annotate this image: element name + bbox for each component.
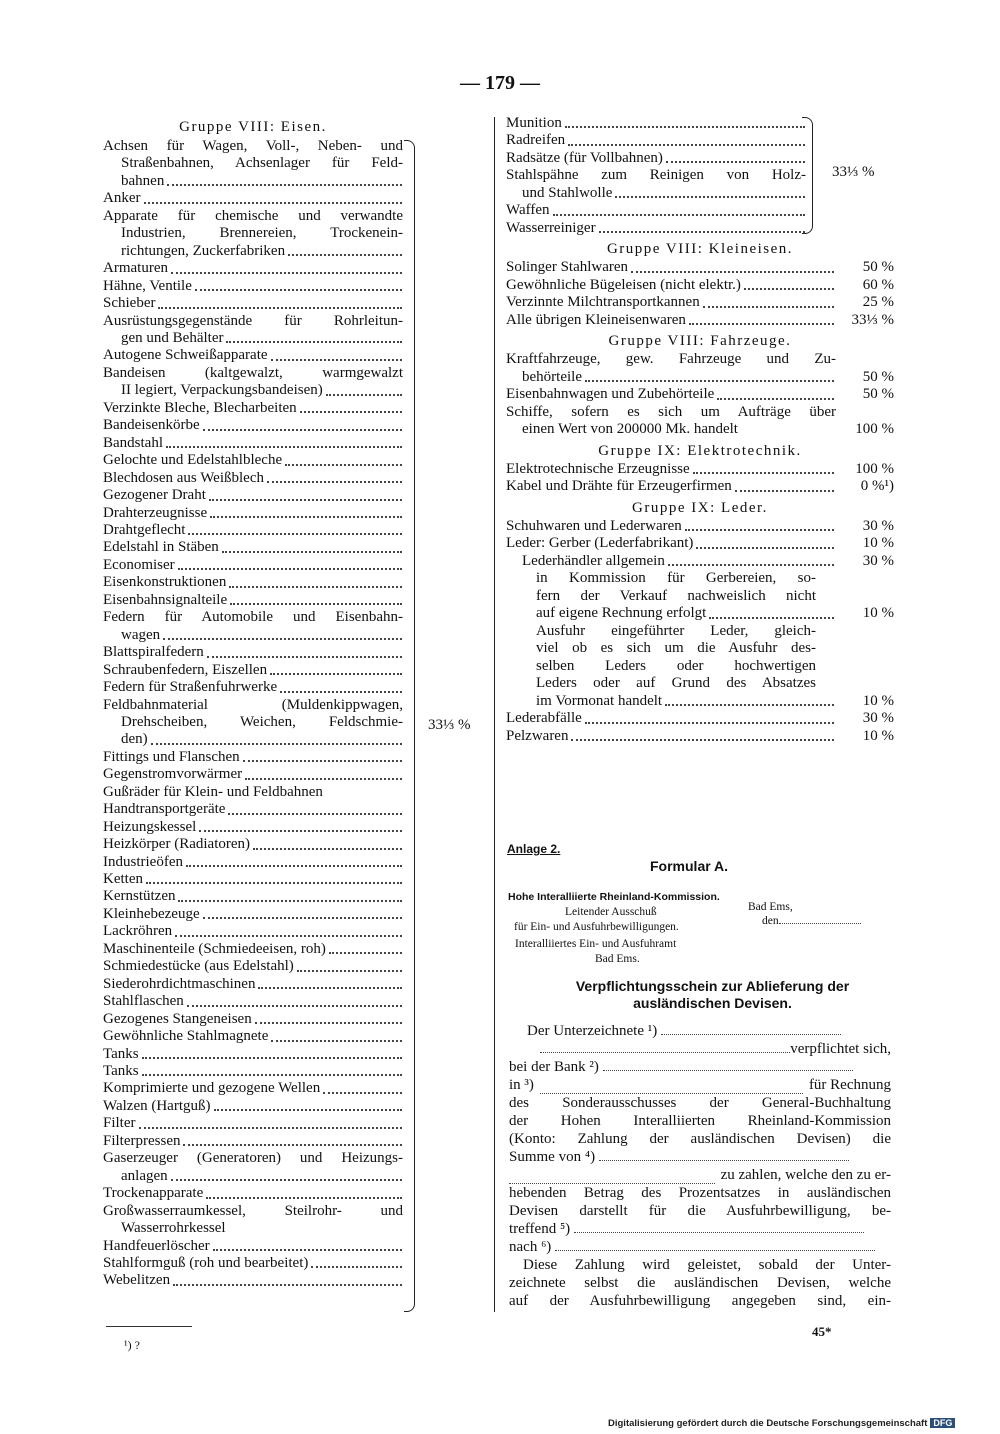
list-item: Eisenkonstruktionen bbox=[103, 574, 403, 591]
list-item: Schmiedestücke (aus Edelstahl) bbox=[103, 958, 403, 975]
list-item: Stahlflaschen bbox=[103, 993, 403, 1010]
committee-line: Leitender Ausschuß bbox=[565, 906, 657, 918]
group-heading-eisen: Gruppe VIII: Eisen. bbox=[179, 119, 327, 135]
list-item: Armaturen bbox=[103, 260, 403, 277]
list-item: Ketten bbox=[103, 871, 403, 888]
table-row: Solinger Stahlwaren 50 % bbox=[506, 259, 894, 276]
list-item: Fittings und Flanschen bbox=[103, 749, 403, 766]
list-item: Bandeisen (kaltgewalzt, warmgewalzt II legiert, Verpackungsbandeisen) bbox=[103, 364, 403, 399]
list-item: Drahtgeflecht bbox=[103, 522, 403, 539]
list-item: Blechdosen aus Weißblech bbox=[103, 470, 403, 487]
table-row: in Kommission für Gerbereien, so- fern der Verkauf nachweislich nicht bbox=[536, 570, 816, 604]
commission-header: Hohe Interalliierte Rheinland-Kommission. bbox=[508, 891, 720, 903]
list-item: Bandeisenkörbe bbox=[103, 417, 403, 434]
list-item: Handtransportgeräte bbox=[103, 801, 403, 818]
list-item: Verzinkte Bleche, Blecharbeiten bbox=[103, 400, 403, 417]
list-item: Tanks bbox=[103, 1063, 403, 1080]
formular-title: Formular A. bbox=[650, 858, 729, 874]
table-row: Schiffe, sofern es sich um Aufträge über bbox=[506, 403, 836, 420]
list-item: Schraubenfedern, Eiszellen bbox=[103, 662, 403, 679]
list-item: Kernstützen bbox=[103, 888, 403, 905]
table-row: Elektrotechnische Erzeugnisse 100 % bbox=[506, 460, 894, 477]
column-divider bbox=[494, 117, 495, 1312]
table-row: Lederabfälle 30 % bbox=[506, 710, 894, 727]
list-item: Lackröhren bbox=[103, 923, 403, 940]
list-item: Filterpressen bbox=[103, 1133, 403, 1150]
table-row: Ausfuhr eingeführter Leder, gleich- viel ob es sich um die Ausfuhr des- selben Leders oder hochwertigen Leders oder auf Grund des Absatzes bbox=[536, 622, 816, 692]
list-item: Siederohrdichtmaschinen bbox=[103, 976, 403, 993]
table-row: im Vormonat handelt 10 % bbox=[536, 692, 894, 709]
table-row: Alle übrigen Kleineisenwaren 33⅓ % bbox=[506, 311, 894, 328]
table-row: Eisenbahnwagen und Zubehörteile 50 % bbox=[506, 386, 894, 403]
list-item: Apparate für chemische und verwandte Industrien, Brennereien, Trockenein- richtungen, Zuckerfabriken bbox=[103, 207, 403, 259]
list-item: Handfeuerlöscher bbox=[103, 1238, 403, 1255]
right-top-rate: 33⅓ % bbox=[832, 164, 875, 180]
group-heading-elektrotechnik: Gruppe IX: Elektrotechnik. bbox=[598, 442, 802, 459]
list-item: Gelochte und Edelstahlbleche bbox=[103, 452, 403, 469]
footnote: ¹) ? bbox=[124, 1338, 140, 1352]
form-body: Der Unterzeichnete ¹) verpflichtet sich, bei der Bank ²) in ³) für Rechnung des Sonderausschusses der General-Buchhaltung der Hohen Interalliierten Rheinland-Kommission (Konto: Zahlung der ausländischen Devisen) die Summe von ⁴) zu zahlen, welche den zu er- hebenden Betrag des Prozentsatzes in ausländischen Devisen darstellt für die Ausfuhrbewilligung, be- treffend ⁵) nach ⁶) Diese Zahlung wird geleistet, sobald der Unter- zeichnete selbst die ausländischen Devisen, welche auf der Ausfuhrbewilligung angegeben sind, ein- bbox=[509, 1023, 891, 1309]
list-item: Maschinenteile (Schmiedeeisen, roh) bbox=[103, 941, 403, 958]
date-line: den bbox=[762, 915, 861, 927]
group-heading-fahrzeuge: Gruppe VIII: Fahrzeuge. bbox=[608, 333, 792, 350]
right-column bbox=[506, 115, 894, 745]
list-item: Feldbahnmaterial (Muldenkippwagen, Drehscheiben, Weichen, Feldschmie- den) bbox=[103, 696, 403, 748]
list-item: Ausrüstungsgegenstände für Rohrleitun- gen und Behälter bbox=[103, 312, 403, 346]
table-row: Verzinnte Milchtransportkannen 25 % bbox=[506, 294, 894, 311]
left-column bbox=[103, 117, 403, 1290]
digitization-note: Digitalisierung gefördert durch die Deutsche Forschungsgemeinschaft DFG bbox=[608, 1418, 955, 1429]
table-row: Pelzwaren 10 % bbox=[506, 727, 894, 744]
list-item: Edelstahl in Stäben bbox=[103, 539, 403, 556]
office-line: Interalliiertes Ein- und Ausfuhramt bbox=[515, 938, 677, 950]
page-number: — 179 — bbox=[460, 72, 540, 94]
committee-line: für Ein- und Ausfuhrbewilligungen. bbox=[514, 921, 679, 933]
list-item: Federn für Straßenfuhrwerke bbox=[103, 679, 403, 696]
place-line: Bad Ems, bbox=[748, 901, 793, 913]
list-item: Gezogenes Stangeneisen bbox=[103, 1011, 403, 1028]
group-heading-leder: Gruppe IX: Leder. bbox=[632, 499, 768, 516]
table-row: Kraftfahrzeuge, gew. Fahrzeuge und Zu- bbox=[506, 351, 836, 368]
list-item: Blattspiralfedern bbox=[103, 644, 403, 661]
list-item: Filter bbox=[103, 1115, 403, 1132]
list-item: Trockenapparate bbox=[103, 1185, 403, 1202]
list-item: Eisenbahnsignalteile bbox=[103, 592, 403, 609]
list-item: Großwasserraumkessel, Steilrohr- und Wasserrohrkessel bbox=[103, 1202, 403, 1237]
office-line: Bad Ems. bbox=[595, 953, 640, 965]
list-item: Industrieöfen bbox=[103, 854, 403, 871]
list-item: Schieber bbox=[103, 295, 403, 312]
list-item: Federn für Automobile und Eisenbahn- wagen bbox=[103, 609, 403, 643]
table-row: behörteile 50 % bbox=[522, 368, 894, 385]
list-item: Stahlformguß (roh und bearbeitet) bbox=[103, 1255, 403, 1272]
list-item: Heizungskessel bbox=[103, 819, 403, 836]
list-item: Gußräder für Klein- und Feldbahnen bbox=[103, 783, 323, 800]
list-item: Autogene Schweißapparate bbox=[103, 347, 403, 364]
list-item: Gegenstromvorwärmer bbox=[103, 766, 403, 783]
table-row: Kabel und Drähte für Erzeugerfirmen 0 %¹) bbox=[506, 478, 894, 495]
right-top-brace bbox=[802, 117, 813, 234]
list-item: Heizkörper (Radiatoren) bbox=[103, 836, 403, 853]
top-items-block: Munition Radreifen Radsätze (für Vollbahnen) Stahlspähne zum Reinigen von Holz- und Stahlwolle Waffen Wasserreiniger bbox=[506, 115, 806, 236]
page-footer-signature: 45* bbox=[812, 1324, 832, 1339]
group-heading-kleineisen: Gruppe VIII: Kleineisen. bbox=[606, 241, 794, 258]
anlage-label: Anlage 2. bbox=[507, 842, 561, 856]
list-item: Gewöhnliche Stahlmagnete bbox=[103, 1028, 403, 1045]
list-item: Walzen (Hartguß) bbox=[103, 1098, 403, 1115]
dfg-logo-icon: DFG bbox=[930, 1418, 955, 1428]
list-item: Economiser bbox=[103, 557, 403, 574]
list-item: Bandstahl bbox=[103, 435, 403, 452]
list-item: Anker bbox=[103, 190, 403, 207]
list-item: Kleinhebezeuge bbox=[103, 906, 403, 923]
table-row: einen Wert von 200000 Mk. handelt 100 % bbox=[522, 421, 894, 438]
list-item: Hähne, Ventile bbox=[103, 278, 403, 295]
left-rate: 33⅓ % bbox=[428, 717, 471, 733]
table-row: auf eigene Rechnung erfolgt 10 % bbox=[536, 605, 894, 622]
list-item: Achsen für Wagen, Voll-, Neben- und Straßenbahnen, Achsenlager für Feld- bahnen bbox=[103, 138, 403, 189]
table-row: Leder: Gerber (Lederfabrikant) 10 % bbox=[506, 535, 894, 552]
list-item: Gezogener Draht bbox=[103, 487, 403, 504]
table-row: Gewöhnliche Bügeleisen (nicht elektr.) 60 % bbox=[506, 276, 894, 293]
list-item: Gaserzeuger (Generatoren) und Heizungs- anlagen bbox=[103, 1150, 403, 1184]
table-row: Lederhändler allgemein 30 % bbox=[522, 552, 894, 569]
form-title: Verpflichtungsschein zur Ablieferung der ausländischen Devisen. bbox=[575, 978, 850, 1011]
list-item: Webelitzen bbox=[103, 1272, 403, 1289]
footnote-rule bbox=[106, 1326, 192, 1327]
table-row: Schuhwaren und Lederwaren 30 % bbox=[506, 517, 894, 534]
list-item: Tanks bbox=[103, 1046, 403, 1063]
left-brace bbox=[404, 140, 415, 1312]
list-item: Komprimierte und gezogene Wellen bbox=[103, 1080, 403, 1097]
list-item: Drahterzeugnisse bbox=[103, 505, 403, 522]
